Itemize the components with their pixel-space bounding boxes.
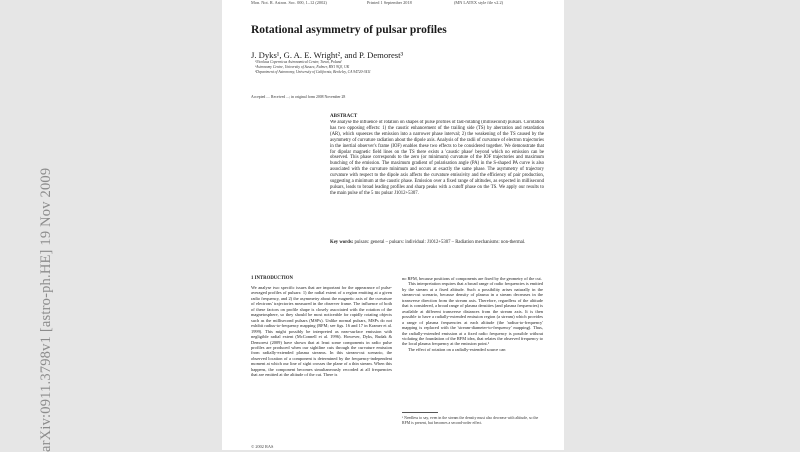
keywords-label: Key words: xyxy=(330,240,354,245)
accepted-line: Accepted .... Received ...; in original form 2008 November 28 xyxy=(251,95,346,99)
affiliation-1: ¹Nicolaus Copernicus Astronomical Center, Toruń, Poland xyxy=(255,60,342,64)
intro-heading: 1 INTRODUCTION xyxy=(251,276,293,281)
footnote: ¹ Needless to say, even in the stream the density must also decrease with altitude, so the RFM is present, but becomes a second-order effect. xyxy=(402,416,539,425)
keywords-text: pulsars: general – pulsars: individual: J1012+5307 – Radiation mechanisms: non-thermal. xyxy=(354,240,526,245)
intro-paragraph-1: We analyse two specific issues that are important for the appearance of pulse-averaged profiles of pulsars: 1) the radial extent of a region emitting at a given radio frequency, and 2) the asymmetry about the magnetic axis of the curvature of electrons' trajectories measured in the observer frame. The influence of both of these factors on profile shape is closely associated with the rotation of the magnetosphere, so they should be most noticeable for rapidly rotating objects such as the millisecond pulsars (MSPs). Unlike normal pulsars, MSPs do not exhibit radius-to-frequency mapping (RFM; see figs. 16 and 17 in Kramer et al. 1999). This might possibly be interpreted as near-surface emission with negligible radial extent (McConnell et al. 1996). However, Dyks, Rudak & Demorest (2009) have shown that at least some components in radio pulse profiles are produced when our sightline cuts through the curvature emission from radially-extended plasma streams. In this stream-cut scenario, the observed location of a component is determined by the frequency-independent moment at which our line of sight crosses the plane of a thin stream. When this happens, the component becomes simultaneously recorded at all frequencies that are emitted at the altitude of the cut. There is xyxy=(251,285,392,378)
intro-paragraph-2: no RFM, because positions of components are fixed by the geometry of the cut. xyxy=(402,276,542,281)
affiliation-2: ²Astronomy Centre, University of Sussex, Falmer, BN1 9QJ, UK xyxy=(255,65,350,69)
intro-paragraph-4: The effect of rotation on a radially-extended source can xyxy=(408,346,506,352)
paper-title: Rotational asymmetry of pulsar profiles xyxy=(251,24,447,36)
abstract-text: We analyse the influence of rotation on shapes of pulse profiles of fast-rotating (millisecond) pulsars. Corotation has two opposing effects: 1) the caustic enhancement of the trailing side (TS) by aberration and retardation (AR), which squeezes the emission into a narrower phase interval; 2) the weakening of the TS caused by the asymmetry of curvature radiation about the dipole axis. Analysis of the radii of curvature of electron trajectories in the inertial observer's frame (IOF) enables these two effects to be considered together. We demonstrate that for dipolar magnetic field lines on the TS there exists a 'caustic phase' beyond which no emission can be observed. This phase corresponds to the zero (or minimum) curvature of the IOF trajectories and maximum bunching of the emission. The maximum gradient of polarisation angle (PA) in the S-shaped PA curve is also associated with the curvature minimum and occurs at exactly the same phase. The asymmetry of trajectory curvature with respect to the dipole axis affects the curvature emissivity and the efficiency of pair production, suggesting a minimum at the caustic phase. Emission over a fixed range of altitudes, as expected in millisecond pulsars, leads to broad leading profiles and sharp peaks with a cutoff phase on the TS. We apply our results to the main pulse of the 5 ms pulsar J1012+5307. xyxy=(330,120,544,196)
copyright: © 2002 RAS xyxy=(251,444,274,449)
intro-paragraph-3: This interpretation requires that a broad range of radio frequencies is emitted by the stream at a fixed altitude. Such a possibility arises naturally in the stream-cut scenario, because density of plasma in a stream decreases in the transverse direction from the stream axis. Therefore, regardless of the altitude that is considered, a broad range of plasma densities (and plasma frequencies) is available at different transverse distances from the stream axis. It is then possible to have a radially-extended emission region (a stream) which provides a range of plasma frequencies at each altitude (the 'radius-to-frequency' mapping is replaced with the 'stream-diameter-to-frequency' mapping). Thus, the radially-extended emission at a fixed radio frequency is possible without violating the foundation of the RFM idea, that relates the observed frequency to the local plasma frequency at the emission point.¹ xyxy=(402,281,543,347)
keywords xyxy=(330,240,544,246)
footnote-rule xyxy=(402,412,438,413)
journal-reference: Mon. Not. R. Astron. Soc. 000, 1–12 (2002) xyxy=(251,0,327,5)
affiliations xyxy=(255,60,371,75)
paper-page xyxy=(222,0,564,450)
abstract-heading: ABSTRACT xyxy=(330,114,358,119)
style-file-note: (MN LATEX style file v2.2) xyxy=(454,0,504,5)
affiliation-3: ³Department of Astronomy, University of California, Berkeley, CA 94720-3411 xyxy=(255,70,371,74)
printed-date: Printed 1 September 2018 xyxy=(367,0,412,5)
intro-left-column xyxy=(251,285,392,437)
author-list: J. Dyks¹, G. A. E. Wright², and P. Demorest³ xyxy=(251,50,404,60)
intro-right-column xyxy=(402,276,543,406)
arxiv-stamp: arXiv:0911.3798v1 [astro-ph.HE] 19 Nov 2009 xyxy=(38,167,54,452)
